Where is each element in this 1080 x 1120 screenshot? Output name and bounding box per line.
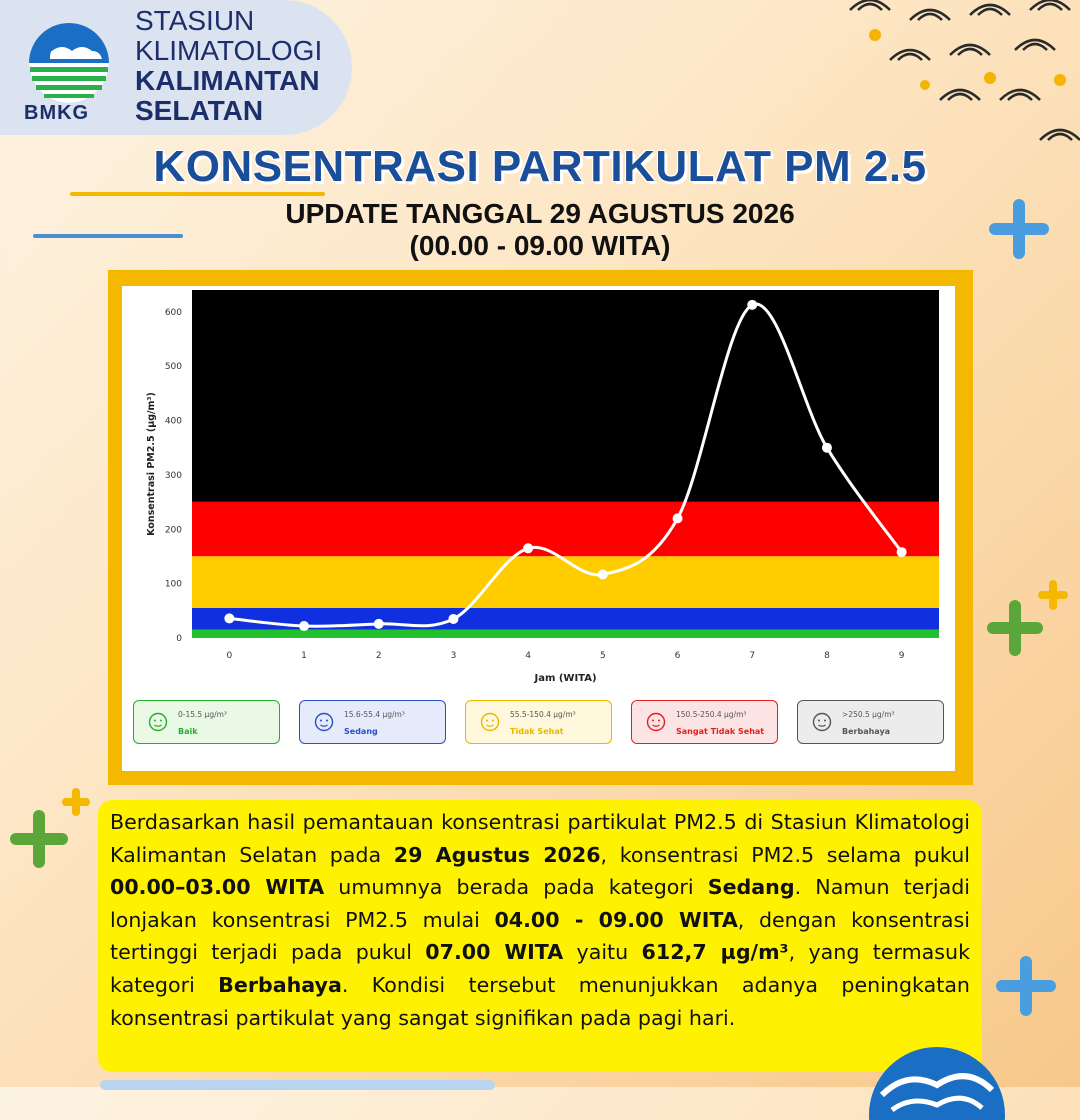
legend-category: Tidak Sehat xyxy=(510,727,564,736)
logo-text: BMKG xyxy=(24,102,90,124)
face-icon xyxy=(148,712,168,732)
data-point xyxy=(747,300,757,310)
desc-text: . Kondisi tersebut menunjukkan adanya peningkatan konsentrasi partikulat yang sangat signifikan pada pagi hari. xyxy=(110,972,970,1030)
x-tick-label: 4 xyxy=(525,651,532,661)
desc-bold: 00.00–03.00 WITA xyxy=(110,875,325,900)
page-title: KONSENTRASI PARTIKULAT PM 2.5 xyxy=(153,142,927,191)
desc-text: umumnya berada pada kategori xyxy=(324,875,708,900)
x-tick-label: 8 xyxy=(824,651,830,661)
data-point xyxy=(897,547,907,557)
category-band xyxy=(192,502,939,556)
y-tick-label: 300 xyxy=(164,470,182,481)
data-point xyxy=(448,614,458,624)
x-tick-label: 3 xyxy=(450,651,457,661)
x-tick-label: 0 xyxy=(226,651,233,661)
x-tick-label: 1 xyxy=(301,651,307,661)
plus-icon xyxy=(985,195,1053,263)
subtitle-date: UPDATE TANGGAL 29 AGUSTUS 2026 xyxy=(285,198,795,229)
desc-text: , konsentrasi PM2.5 selama pukul xyxy=(600,842,970,867)
legend-category: Sangat Tidak Sehat xyxy=(676,727,765,736)
desc-text: yaitu xyxy=(563,940,642,965)
legend-range: 15.6-55.4 µg/m³ xyxy=(344,710,405,719)
plus-icon xyxy=(992,952,1060,1020)
face-icon xyxy=(646,712,666,732)
desc-bold: 07.00 WITA xyxy=(425,940,564,965)
y-tick-label: 500 xyxy=(164,362,182,373)
desc-text: Berdasarkan hasil pemantauan konsentrasi partikulat PM2.5 di Stasiun Klimatologi Kalimantan Selatan pada xyxy=(110,810,970,867)
y-tick-label: 200 xyxy=(164,525,182,536)
legend-range: 0-15.5 µg/m³ xyxy=(178,710,227,719)
desc-bold: Berbahaya xyxy=(218,972,342,997)
data-point xyxy=(673,513,683,523)
data-point xyxy=(374,619,384,629)
category-band xyxy=(192,290,939,502)
legend-item xyxy=(465,700,612,744)
x-tick-label: 2 xyxy=(375,651,382,661)
globe-logo-icon xyxy=(862,1040,1012,1120)
decorative-line xyxy=(70,192,325,196)
y-tick-label: 0 xyxy=(176,634,182,644)
org-line-1: STASIUN xyxy=(135,5,255,36)
y-tick-label: 600 xyxy=(164,307,182,318)
data-point xyxy=(523,543,533,553)
desc-text: . Namun terjadi lonjakan konsentrasi PM2.5 mulai xyxy=(110,875,971,932)
data-point xyxy=(224,613,234,623)
desc-text: , dengan konsentrasi tertinggi terjadi pada pukul xyxy=(110,907,971,965)
face-icon xyxy=(314,712,334,732)
data-point xyxy=(598,569,608,579)
x-tick-label: 6 xyxy=(674,651,681,661)
plus-icon xyxy=(60,786,92,818)
desc-bold: 29 Agustus 2026 xyxy=(393,842,601,867)
org-line-4: SELATAN xyxy=(135,95,264,126)
org-line-3: KALIMANTAN xyxy=(135,65,320,96)
legend-item xyxy=(299,700,446,744)
y-tick-label: 100 xyxy=(164,579,182,590)
x-tick-label: 7 xyxy=(749,651,756,661)
org-line-2: KLIMATOLOGI xyxy=(135,35,323,66)
data-point xyxy=(822,443,832,453)
legend-item xyxy=(797,700,944,744)
legend-item xyxy=(631,700,778,744)
description-box xyxy=(98,800,982,1072)
desc-bold: 04.00 - 09.00 WITA xyxy=(494,907,738,932)
legend-category: Berbahaya xyxy=(842,727,891,736)
organization-name xyxy=(135,6,322,126)
desc-bold: 612,7 µg/m³ xyxy=(641,940,789,965)
legend-item xyxy=(133,700,280,744)
face-icon xyxy=(812,712,832,732)
legend-range: 150.5-250.4 µg/m³ xyxy=(676,710,747,719)
legend-category: Baik xyxy=(178,727,198,736)
y-tick-label: 400 xyxy=(164,416,182,427)
pm25-line-chart xyxy=(122,286,955,696)
legend-range: 55.5-150.4 µg/m³ xyxy=(510,710,576,719)
legend-category: Sedang xyxy=(344,727,378,736)
data-point xyxy=(299,621,309,631)
face-icon xyxy=(480,712,500,732)
desc-text: , yang termasuk kategori xyxy=(110,940,970,997)
x-tick-label: 9 xyxy=(898,651,905,661)
plus-icon xyxy=(1036,578,1070,612)
x-tick-label: 5 xyxy=(599,651,606,661)
decorative-bar xyxy=(100,1080,495,1090)
legend-range: >250.5 µg/m³ xyxy=(842,710,895,719)
x-axis-label: Jam (WITA) xyxy=(534,673,597,684)
subtitle-time-range: (00.00 - 09.00 WITA) xyxy=(409,230,671,261)
y-axis-label: Konsentrasi PM2.5 (µg/m³) xyxy=(146,392,157,536)
page-subtitle xyxy=(0,198,1080,262)
category-band xyxy=(192,556,939,608)
desc-bold: Sedang xyxy=(707,875,795,900)
